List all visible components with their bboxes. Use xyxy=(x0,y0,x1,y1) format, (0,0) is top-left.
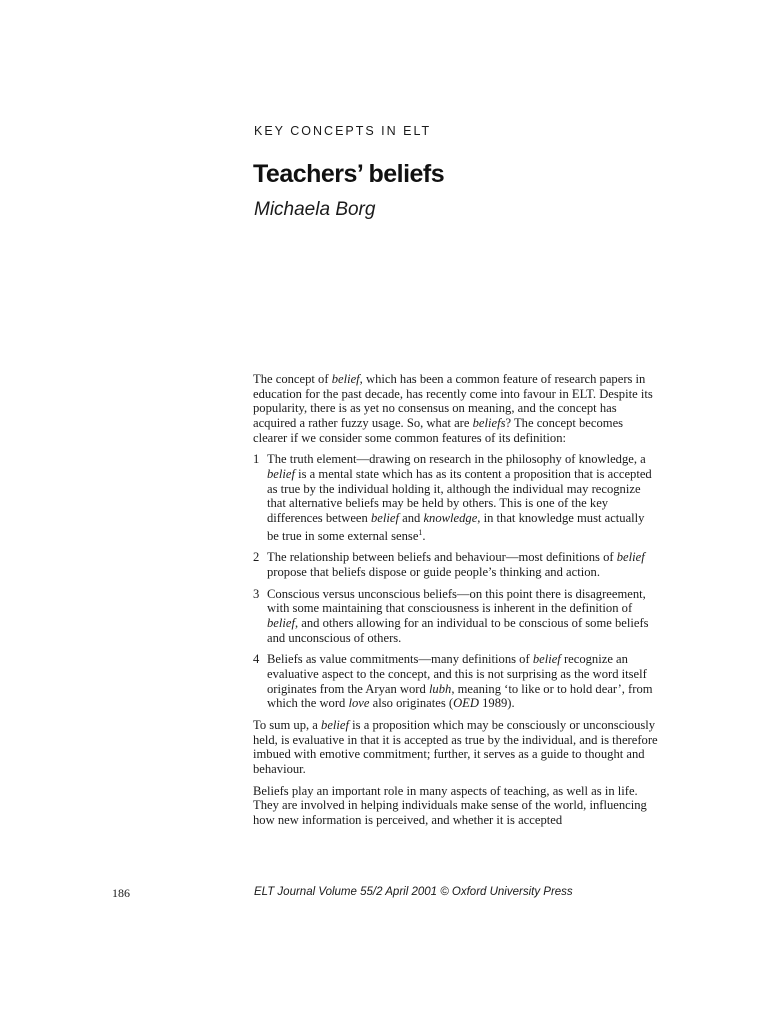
series-label: KEY CONCEPTS IN ELT xyxy=(254,124,432,138)
intro-paragraph: The concept of belief, which has been a common feature of research papers in education for the past decade, has recently come into favour in ELT. Despite its popularity, there is as yet no consensus on meaning, and the concept has acquired a rather fuzzy usage. So, what are beliefs? The concept becomes clearer if we consider some common features of its definition: xyxy=(253,372,653,445)
list-item-number: 3 xyxy=(253,586,260,601)
footnote-marker: 1 xyxy=(418,527,423,537)
list-item-number: 4 xyxy=(253,652,260,667)
article-title: Teachers’ beliefs xyxy=(253,160,445,188)
closing-paragraph: Beliefs play an important role in many aspects of teaching, as well as in life. They are involved in helping individuals make sense of the world, influencing how new information is perceived, and whether it is accepted xyxy=(253,783,647,827)
page-number: 186 xyxy=(112,886,130,900)
list-item-number: 2 xyxy=(253,550,260,565)
list-item: 2 The relationship between beliefs and behaviour—most definitions of belief propose that beliefs dispose or guide people’s thinking and action. xyxy=(253,550,645,580)
list-item: 3 Conscious versus unconscious beliefs—on this point there is disagreement, with some maintaining that consciousness is inherent in the definition of belief, and others allowing for an individual to be conscious of some beliefs and unconscious of others. xyxy=(253,586,649,645)
definition-list xyxy=(253,452,658,711)
summary-paragraph: To sum up, a belief is a proposition which may be consciously or unconsciously held, is evaluative in that it is accepted as true by the individual, and is therefore imbued with emotive commitment; further, it serves as a guide to thought and behaviour. xyxy=(253,717,658,776)
list-item-number: 1 xyxy=(253,452,260,467)
list-item: 4 Beliefs as value commitments—many definitions of belief recognize an evaluative aspect to the concept, and this is not surprising as the word itself originates from the Aryan word lubh, meaning ‘to like or to hold dear’, from which the word love also originates (OED 1989). xyxy=(253,652,653,711)
article-body xyxy=(253,372,658,835)
journal-citation: ELT Journal Volume 55/2 April 2001 © Oxford University Press xyxy=(254,886,573,898)
list-item: 1 The truth element—drawing on research in the philosophy of knowledge, a belief is a mental state which has as its content a proposition that is accepted as true by the individual holding it, although the individual may recognize that alternative beliefs may be held by others. This is one of the key differences between belief and knowledge, in that knowledge must actually be true in some external sense$^1$. xyxy=(253,452,652,543)
author-name: Michaela Borg xyxy=(254,199,376,220)
